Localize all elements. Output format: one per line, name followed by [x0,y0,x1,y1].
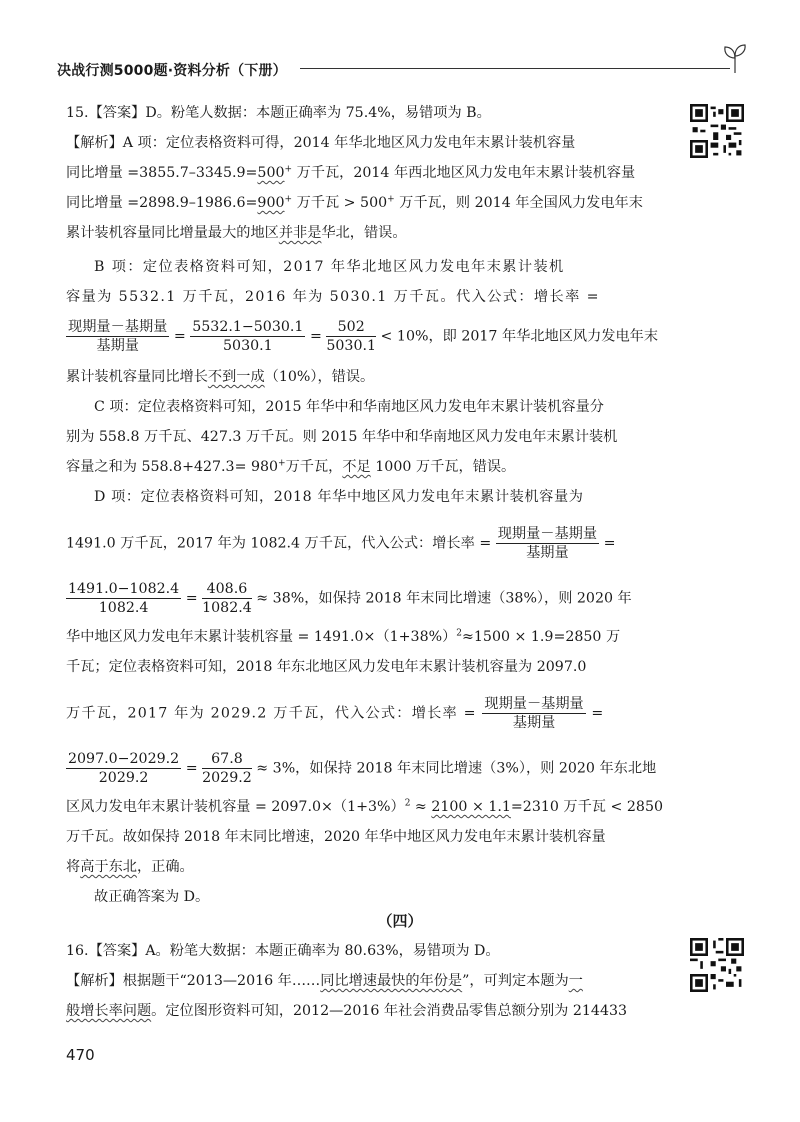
formula-fraction: $\frac{\text{现期量－基期量}}{\text{基期量}}$ [484,696,584,731]
q15-option-d-line-1: D 项：定位表格资料可知，2018 年华中地区风力发电年末累计装机容量为 [94,489,584,505]
formula-fraction: $\frac{1491.0-1082.4}{1082.4}$ [68,581,180,616]
q15-option-c-line-1: C 项：定位表格资料可知，2015 年华中和华南地区风力发电年末累计装机容量分 [94,399,604,415]
formula-fraction: $\frac{67.8}{2029.2}$ [202,751,252,786]
q15-option-d-line-2: 1491.0 万千瓦，2017 年为 1082.4 万千瓦，代入公式：增长率 = $\frac{\text{现期量－基期量}}{\text{基期量}}$ = [66,526,616,561]
q15-option-d-formula-2: $\frac{2097.0-2029.2}{2029.2}$ = $\frac{67.8}{2029.2}$ ≈ 3%，如保持 2018 年末同比增速（3%），则 2020 年东北地 [68,751,657,786]
q15-analysis-line-3: 同比增量 =2898.9–1986.6=900+ 万千瓦 > 500+ 万千瓦，则 2014 年全国风力发电年末 [66,194,643,211]
q15-option-b-line-1: B 项：定位表格资料可知，2017 年华北地区风力发电年末累计装机 [94,259,565,275]
qr-code-icon[interactable] [690,938,744,992]
q15-analysis-line-1: 【解析】A 项：定位表格资料可得，2014 年华北地区风力发电年末累计装机容量 [66,135,576,151]
formula-fraction: $\frac{408.6}{1082.4}$ [202,581,252,616]
q15-option-d-line-6: 万千瓦，2017 年为 2029.2 万千瓦，代入公式：增长率 = $\frac{\text{现期量－基期量}}{\text{基期量}}$ = [66,696,605,731]
q16-answer-line: 16.【答案】A。粉笔大数据：本题正确率为 80.63%，易错项为 D。 [66,943,500,959]
q16-analysis-line-2: 般增长率问题。定位图形资料可知，2012—2016 年社会消费品零售总额分别为 214433 [66,1003,628,1019]
q15-option-c-line-3: 容量之和为 558.8+427.3= 980+万千瓦，不足 1000 万千瓦，错误。 [66,458,516,475]
q15-option-d-line-10: 将高于东北，正确。 [66,859,194,875]
q15-option-d-line-4: 华中地区风力发电年末累计装机容量 = $1491.0\times(1+38\%)^2\approx 1500 \times 1.9=2850$ 万 [66,628,621,645]
section-heading: （四） [377,912,423,930]
q15-option-b-line-4: 累计装机容量同比增长不到一成（10%），错误。 [66,369,375,385]
page-number: 470 [66,1046,95,1064]
formula-fraction: $\frac{\text{现期量－基期量}}{\text{基期量}}$ [68,319,168,354]
q15-option-b-line-2: 容量为 5532.1 万千瓦，2016 年为 5030.1 万千瓦。代入公式：增长率 = [66,289,600,305]
formula-fraction: $\frac{\text{现期量－基期量}}{\text{基期量}}$ [497,526,598,561]
q15-analysis-line-4: 累计装机容量同比增量最大的地区并非是华北，错误。 [66,225,407,241]
q15-answer-line: 15.【答案】D。粉笔人数据：本题正确率为 75.4%，易错项为 B。 [66,105,491,121]
formula-fraction: $\frac{502}{5030.1}$ [326,319,377,354]
q16-analysis-line-1: 【解析】根据题干“2013—2016 年……同比增速最快的年份是”，可判定本题为一 [66,973,583,989]
formula-fraction: $\frac{2097.0-2029.2}{2029.2}$ [68,751,180,786]
q15-option-d-line-8: 区风力发电年末累计装机容量 = $2097.0\times(1+3\%)^2 \approx 2100 \times 1.1=2310$ 万千瓦 < 2850 [66,798,664,815]
formula-fraction: $\frac{5532.1-5030.1}{5030.1}$ [192,319,304,354]
q15-analysis-line-2: 同比增量 =3855.7–3345.9=500+ 万千瓦，2014 年西北地区风力发电年末累计装机容量 [66,164,636,181]
header-rule [300,68,730,69]
q15-option-b-formula: $\frac{\text{现期量－基期量}}{\text{基期量}}$ = $\frac{5532.1-5030.1}{5030.1}$ = $\frac{502}{5030.1}$ < 10%，即 2017 年华北地区风力发电年末 [68,319,659,354]
running-header-title: 决战行测5000题·资料分析（下册） [57,63,287,79]
q15-option-d-formula: $\frac{1491.0-1082.4}{1082.4}$ = $\frac{408.6}{1082.4}$ ≈ 38%，如保持 2018 年末同比增速（38%），则 2020 年 [68,581,632,616]
q15-option-d-line-9: 万千瓦。故如保持 2018 年末同比增速，2020 年华中地区风力发电年末累计装机容量 [66,829,606,845]
leaf-sprout-icon [722,42,748,74]
qr-code-icon[interactable] [690,104,744,158]
q15-option-c-line-2: 别为 558.8 万千瓦、427.3 万千瓦。则 2015 年华中和华南地区风力发电年末累计装机 [66,429,618,445]
q15-final-answer: 故正确答案为 D。 [94,889,210,905]
q15-option-d-line-5: 千瓦；定位表格资料可知，2018 年东北地区风力发电年末累计装机容量为 2097.0 [66,659,587,675]
